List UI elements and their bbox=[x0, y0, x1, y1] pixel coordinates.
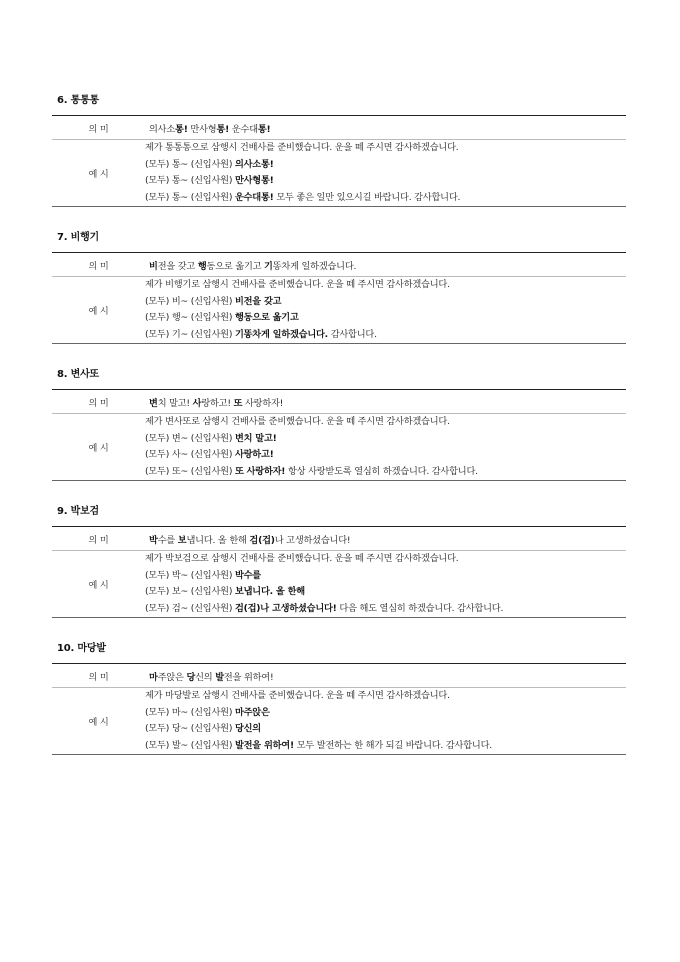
example-line bbox=[145, 584, 626, 601]
toast-table bbox=[52, 252, 626, 344]
example-lines bbox=[145, 140, 626, 207]
plain-text: (모두) 검~ (신입사원) bbox=[145, 602, 235, 614]
plain-text: 제가 비행기로 삼행시 건배사를 준비했습니다. 운을 떼 주시면 감사하겠습니다. bbox=[145, 279, 450, 290]
meaning-text bbox=[145, 527, 626, 551]
meaning-label: 의 미 bbox=[52, 390, 145, 414]
meaning-text bbox=[145, 664, 626, 688]
plain-text: (모두) 박~ (신입사원) bbox=[145, 569, 235, 581]
emphasis-text: 당신의 bbox=[234, 723, 261, 735]
toast-section-6 bbox=[52, 94, 626, 207]
emphasis-text: 박수를 bbox=[234, 569, 261, 581]
emphasis-text: 보냅니다. 올 한해 bbox=[234, 586, 305, 598]
emphasis-text: 검(겁) bbox=[249, 534, 275, 546]
plain-text: 전을 갖고 bbox=[157, 260, 198, 272]
example-line bbox=[145, 447, 626, 464]
meaning-text bbox=[145, 116, 626, 140]
plain-text: (모두) 사~ (신입사원) bbox=[145, 449, 235, 461]
plain-text: 운수대 bbox=[229, 123, 258, 135]
meaning-text bbox=[145, 390, 626, 414]
example-lines bbox=[145, 688, 626, 755]
plain-text: 냅니다. 올 한해 bbox=[186, 534, 250, 546]
example-line bbox=[145, 157, 626, 174]
example-label: 예 시 bbox=[88, 580, 109, 592]
emphasis-text: 통! bbox=[216, 123, 230, 135]
emphasis-text: 의사소통! bbox=[234, 158, 274, 170]
example-line bbox=[145, 310, 626, 327]
emphasis-text: 사랑하고! bbox=[234, 449, 274, 461]
emphasis-text: 행동으로 옮기고 bbox=[234, 312, 299, 324]
emphasis-text: 발전을 위하여! bbox=[234, 739, 294, 751]
example-label: 예 시 bbox=[88, 443, 109, 455]
plain-text: 사랑하자! bbox=[242, 397, 284, 409]
emphasis-text: 검(겁)나 고생하셨습니다! bbox=[234, 602, 337, 614]
example-lines bbox=[145, 414, 626, 481]
example-line bbox=[145, 464, 626, 481]
toast-table bbox=[52, 526, 626, 618]
plain-text: (모두) 당~ (신입사원) bbox=[145, 723, 235, 735]
emphasis-text: 운수대통! bbox=[234, 191, 274, 203]
plain-text: (모두) 보~ (신입사원) bbox=[145, 586, 235, 598]
section-title: 10. 마당발 bbox=[57, 643, 106, 654]
plain-text: 랑하고! bbox=[201, 397, 234, 409]
example-line bbox=[145, 738, 626, 755]
plain-text: 제가 박보검으로 삼행시 건배사를 준비했습니다. 운을 떼 주시면 감사하겠습니다. bbox=[145, 553, 459, 564]
example-line bbox=[145, 431, 626, 448]
toast-table bbox=[52, 115, 626, 207]
toast-section-8 bbox=[52, 368, 626, 481]
meaning-label: 의 미 bbox=[52, 527, 145, 551]
example-line bbox=[145, 601, 626, 618]
emphasis-text: 박 bbox=[149, 534, 158, 546]
plain-text: 모두 좋은 일만 있으시길 바랍니다. 감사합니다. bbox=[273, 191, 461, 203]
plain-text: 치 말고! bbox=[157, 397, 193, 409]
example-line bbox=[145, 190, 626, 207]
example-line bbox=[145, 140, 626, 157]
plain-text: (모두) 통~ (신입사원) bbox=[145, 191, 235, 203]
emphasis-text: 비 bbox=[149, 260, 158, 272]
emphasis-text: 보 bbox=[177, 534, 187, 546]
plain-text: (모두) 행~ (신입사원) bbox=[145, 312, 235, 324]
plain-text: 신의 bbox=[195, 671, 216, 683]
plain-text: 전을 위하여! bbox=[223, 671, 274, 683]
section-title: 9. 박보검 bbox=[57, 506, 100, 517]
plain-text: 항상 사랑받도록 열심히 하겠습니다. 감사합니다. bbox=[285, 465, 478, 477]
example-line bbox=[145, 327, 626, 344]
plain-text: 수를 bbox=[157, 534, 178, 546]
plain-text: (모두) 변~ (신입사원) bbox=[145, 432, 235, 444]
section-title: 6. 통통통 bbox=[57, 95, 100, 106]
emphasis-text: 변치 말고! bbox=[234, 432, 277, 444]
meaning-label: 의 미 bbox=[52, 664, 145, 688]
example-line bbox=[145, 705, 626, 722]
plain-text: (모두) 기~ (신입사원) bbox=[145, 328, 235, 340]
emphasis-text: 비전을 갖고 bbox=[234, 295, 282, 307]
example-line bbox=[145, 173, 626, 190]
plain-text: 동으로 옮기고 bbox=[206, 260, 265, 272]
meaning-label: 의 미 bbox=[52, 116, 145, 140]
plain-text: 만사형 bbox=[187, 123, 217, 135]
toast-section-7 bbox=[52, 231, 626, 344]
emphasis-text: 마 bbox=[149, 671, 158, 683]
example-lines bbox=[145, 551, 626, 618]
plain-text: (모두) 통~ (신입사원) bbox=[145, 175, 235, 187]
emphasis-text: 사 bbox=[192, 397, 202, 409]
toast-section-10 bbox=[52, 642, 626, 755]
section-title: 7. 비행기 bbox=[57, 232, 100, 243]
plain-text: 감사합니다. bbox=[327, 328, 377, 340]
plain-text: 제가 변사또로 삼행시 건배사를 준비했습니다. 운을 떼 주시면 감사하겠습니다. bbox=[145, 416, 450, 427]
plain-text: (모두) 발~ (신입사원) bbox=[145, 739, 235, 751]
example-line bbox=[145, 277, 626, 294]
meaning-text bbox=[145, 253, 626, 277]
emphasis-text: 행 bbox=[197, 260, 207, 272]
plain-text: (모두) 또~ (신입사원) bbox=[145, 465, 235, 477]
emphasis-text: 또 사랑하자! bbox=[234, 465, 286, 477]
example-label: 예 시 bbox=[88, 169, 109, 181]
plain-text: 똥차게 일하겠습니다. bbox=[272, 260, 357, 272]
emphasis-text: 마주앉은 bbox=[234, 706, 270, 718]
emphasis-text: 통! bbox=[257, 123, 271, 135]
example-line bbox=[145, 688, 626, 705]
plain-text: 제가 마당발로 삼행시 건배사를 준비했습니다. 운을 떼 주시면 감사하겠습니다. bbox=[145, 690, 450, 701]
example-label: 예 시 bbox=[88, 306, 109, 318]
plain-text: (모두) 통~ (신입사원) bbox=[145, 158, 235, 170]
emphasis-text: 변 bbox=[149, 397, 158, 409]
example-line bbox=[145, 414, 626, 431]
emphasis-text: 또 bbox=[233, 397, 243, 409]
plain-text: (모두) 마~ (신입사원) bbox=[145, 706, 235, 718]
example-lines bbox=[145, 277, 626, 344]
emphasis-text: 발 bbox=[215, 671, 224, 683]
section-title: 8. 변사또 bbox=[57, 369, 100, 380]
emphasis-text: 당 bbox=[186, 671, 196, 683]
plain-text: (모두) 비~ (신입사원) bbox=[145, 295, 235, 307]
plain-text: 나 고생하셨습니다! bbox=[274, 534, 351, 546]
plain-text: 다음 해도 열심히 하겠습니다. 감사합니다. bbox=[336, 602, 504, 614]
emphasis-text: 기 bbox=[264, 260, 273, 272]
example-line bbox=[145, 551, 626, 568]
meaning-label: 의 미 bbox=[52, 253, 145, 277]
example-line bbox=[145, 294, 626, 311]
plain-text: 제가 통통통으로 삼행시 건배사를 준비했습니다. 운을 떼 주시면 감사하겠습니다. bbox=[145, 142, 459, 153]
toast-table bbox=[52, 389, 626, 481]
emphasis-text: 통! bbox=[175, 123, 188, 135]
example-line bbox=[145, 568, 626, 585]
example-label: 예 시 bbox=[88, 717, 109, 729]
emphasis-text: 만사형통! bbox=[234, 175, 274, 187]
emphasis-text: 기똥차게 일하겠습니다. bbox=[234, 328, 328, 340]
toast-table bbox=[52, 663, 626, 755]
plain-text: 주앉은 bbox=[157, 671, 187, 683]
plain-text: 모두 발전하는 한 해가 되길 바랍니다. 감사합니다. bbox=[293, 739, 492, 751]
plain-text: 의사소 bbox=[149, 123, 176, 135]
example-line bbox=[145, 721, 626, 738]
toast-section-9 bbox=[52, 505, 626, 618]
